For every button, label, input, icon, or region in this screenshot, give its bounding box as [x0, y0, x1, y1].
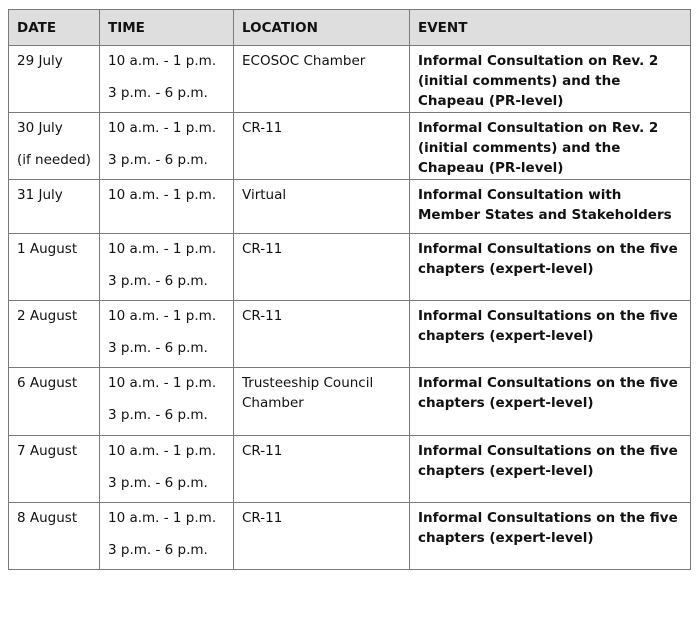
event-cell: Informal Consultation with Member States and Stakeholders [410, 180, 691, 234]
table-row [9, 46, 691, 113]
location-cell: CR-11 [234, 234, 410, 301]
time-cell [100, 503, 234, 570]
date-note: (if needed) [17, 152, 91, 168]
location-cell: CR-11 [234, 113, 410, 180]
date-cell [9, 46, 100, 113]
location-cell: CR-11 [234, 436, 410, 503]
time-cell [100, 234, 234, 301]
time-cell [100, 368, 234, 436]
event-cell: Informal Consultation on Rev. 2 (initial comments) and the Chapeau (PR-level) [410, 113, 691, 180]
time-slot-morning: 10 a.m. - 1 p.m. [108, 187, 217, 203]
time-slot-morning: 10 a.m. - 1 p.m. [108, 375, 217, 391]
time-slot-afternoon: 3 p.m. - 6 p.m. [108, 85, 208, 101]
location-cell: CR-11 [234, 503, 410, 570]
date-text: 2 August [17, 308, 78, 324]
time-cell [100, 180, 234, 234]
date-cell [9, 368, 100, 436]
date-text: 30 July [17, 120, 63, 136]
time-slot-afternoon: 3 p.m. - 6 p.m. [108, 407, 208, 423]
time-cell [100, 301, 234, 368]
table-row [9, 503, 691, 570]
table-row [9, 113, 691, 180]
event-cell: Informal Consultations on the five chapters (expert-level) [410, 234, 691, 301]
event-cell: Informal Consultations on the five chapters (expert-level) [410, 301, 691, 368]
date-cell [9, 180, 100, 234]
table-row [9, 234, 691, 301]
date-text: 6 August [17, 375, 78, 391]
header-time: TIME [100, 10, 234, 46]
date-text: 31 July [17, 187, 63, 203]
date-cell [9, 113, 100, 180]
time-slot-afternoon: 3 p.m. - 6 p.m. [108, 340, 208, 356]
date-cell [9, 234, 100, 301]
time-slot-morning: 10 a.m. - 1 p.m. [108, 120, 217, 136]
header-location: LOCATION [234, 10, 410, 46]
date-cell [9, 503, 100, 570]
table-row [9, 180, 691, 234]
time-slot-afternoon: 3 p.m. - 6 p.m. [108, 475, 208, 491]
time-slot-afternoon: 3 p.m. - 6 p.m. [108, 273, 208, 289]
time-slot-morning: 10 a.m. - 1 p.m. [108, 53, 217, 69]
table-row [9, 301, 691, 368]
date-text: 8 August [17, 510, 78, 526]
location-cell: Trusteeship Council Chamber [234, 368, 410, 436]
header-date: DATE [9, 10, 100, 46]
date-cell [9, 436, 100, 503]
date-text: 29 July [17, 53, 63, 69]
event-cell: Informal Consultations on the five chapters (expert-level) [410, 368, 691, 436]
time-cell [100, 113, 234, 180]
location-cell: ECOSOC Chamber [234, 46, 410, 113]
time-cell [100, 436, 234, 503]
table-row [9, 436, 691, 503]
time-slot-afternoon: 3 p.m. - 6 p.m. [108, 152, 208, 168]
date-text: 1 August [17, 241, 78, 257]
location-cell: Virtual [234, 180, 410, 234]
time-slot-morning: 10 a.m. - 1 p.m. [108, 443, 217, 459]
location-cell: CR-11 [234, 301, 410, 368]
event-cell: Informal Consultations on the five chapters (expert-level) [410, 436, 691, 503]
time-slot-morning: 10 a.m. - 1 p.m. [108, 241, 217, 257]
time-slot-morning: 10 a.m. - 1 p.m. [108, 308, 217, 324]
time-slot-afternoon: 3 p.m. - 6 p.m. [108, 542, 208, 558]
date-text: 7 August [17, 443, 78, 459]
header-event: EVENT [410, 10, 691, 46]
table-row [9, 368, 691, 436]
event-cell: Informal Consultation on Rev. 2 (initial comments) and the Chapeau (PR-level) [410, 46, 691, 113]
table-header-row [9, 10, 691, 46]
date-cell [9, 301, 100, 368]
schedule-table [8, 9, 691, 570]
time-cell [100, 46, 234, 113]
event-cell: Informal Consultations on the five chapters (expert-level) [410, 503, 691, 570]
time-slot-morning: 10 a.m. - 1 p.m. [108, 510, 217, 526]
